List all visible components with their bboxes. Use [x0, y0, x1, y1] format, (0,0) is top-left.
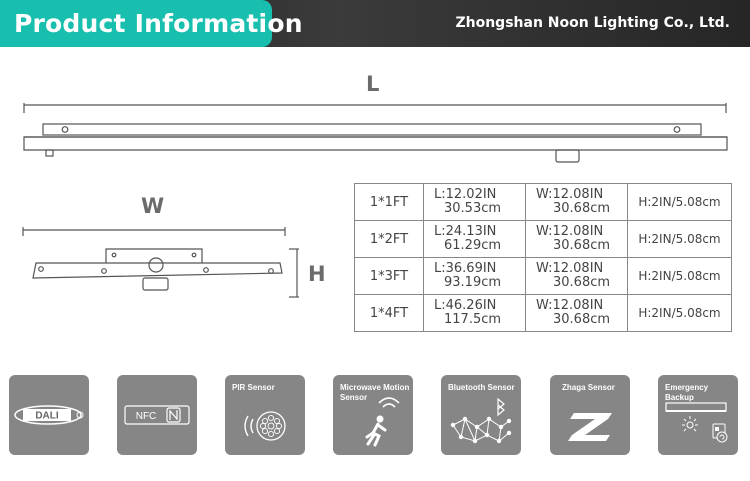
- svg-text:NFC: NFC: [135, 411, 157, 422]
- width-in: W:12.08IN: [536, 187, 604, 202]
- width-in: W:12.08IN: [536, 224, 604, 239]
- width-cm: 30.68cm: [553, 201, 611, 216]
- width-in: W:12.08IN: [536, 298, 604, 313]
- height-cell: H:2IN/5.08cm: [628, 184, 732, 221]
- dali-logo-icon: [9, 375, 89, 455]
- length-in: L:36.69IN: [434, 261, 497, 276]
- feature-label: Microwave Motion Sensor: [340, 383, 410, 402]
- table-row: [355, 258, 732, 295]
- feature-label: PIR Sensor: [232, 383, 275, 392]
- emergency-backup-icon: [658, 375, 738, 455]
- title-tab: [0, 0, 303, 47]
- svg-text:DALI: DALI: [35, 410, 59, 422]
- length-cm: 93.19cm: [444, 275, 502, 290]
- feature-emergency-backup: [658, 375, 738, 455]
- fixture-center-bracket: [106, 249, 202, 263]
- width-label: W: [141, 194, 165, 218]
- model-cell: 1*4FT: [355, 295, 424, 332]
- sensor-housing-end: [143, 278, 168, 290]
- spec-table: [354, 183, 732, 332]
- center-hole: [149, 258, 163, 272]
- microwave-motion-icon: [333, 375, 413, 455]
- header-bar: [0, 0, 750, 47]
- feature-bluetooth-sensor: [441, 375, 521, 455]
- width-cm: 30.68cm: [553, 238, 611, 253]
- length-cell: [424, 295, 526, 332]
- length-cell: [424, 221, 526, 258]
- table-row: [355, 295, 732, 332]
- model-cell: 1*1FT: [355, 184, 424, 221]
- length-label: L: [366, 72, 380, 96]
- page-title: Product Information: [14, 9, 303, 38]
- nfc-icon: [117, 375, 197, 455]
- width-in: W:12.08IN: [536, 261, 604, 276]
- width-cm: 30.68cm: [553, 275, 611, 290]
- height-cell: H:2IN/5.08cm: [628, 258, 732, 295]
- length-in: L:46.26IN: [434, 298, 497, 313]
- width-cm: 30.68cm: [553, 312, 611, 327]
- length-cell: [424, 184, 526, 221]
- zhaga-icon: [550, 375, 630, 455]
- table-row: [355, 184, 732, 221]
- width-cell: [526, 221, 628, 258]
- company-name: Zhongshan Noon Lighting Co., Ltd.: [455, 15, 730, 31]
- feature-label: Bluetooth Sensor: [448, 383, 515, 392]
- length-cm: 117.5cm: [444, 312, 502, 327]
- feature-pir-sensor: [225, 375, 305, 455]
- feature-label: Emergency Backup: [665, 383, 709, 402]
- length-in: L:12.02IN: [434, 187, 497, 202]
- model-cell: 1*3FT: [355, 258, 424, 295]
- width-cell: [526, 295, 628, 332]
- feature-zhaga-sensor: [550, 375, 630, 455]
- width-cell: [526, 258, 628, 295]
- fixture-end-profile: [33, 263, 282, 278]
- length-cm: 61.29cm: [444, 238, 502, 253]
- feature-nfc: [117, 375, 197, 455]
- height-cell: H:2IN/5.08cm: [628, 295, 732, 332]
- bluetooth-mesh-icon: [441, 375, 521, 455]
- mount-hole-left: [62, 127, 68, 133]
- fixture-bottom-profile: [24, 137, 727, 150]
- pir-sensor-icon: [225, 375, 305, 455]
- table-row: [355, 221, 732, 258]
- height-cell: H:2IN/5.08cm: [628, 221, 732, 258]
- fixture-top-profile: [43, 124, 701, 135]
- model-cell: 1*2FT: [355, 221, 424, 258]
- width-cell: [526, 184, 628, 221]
- length-cm: 30.53cm: [444, 201, 502, 216]
- feature-dali: [9, 375, 89, 455]
- length-cell: [424, 258, 526, 295]
- feature-microwave-sensor: [333, 375, 413, 455]
- connector-small: [46, 150, 53, 156]
- sensor-housing-side: [556, 150, 579, 162]
- length-in: L:24.13IN: [434, 224, 497, 239]
- mount-hole-right: [674, 127, 680, 133]
- feature-label: Zhaga Sensor: [562, 383, 615, 392]
- height-label: H: [308, 262, 326, 286]
